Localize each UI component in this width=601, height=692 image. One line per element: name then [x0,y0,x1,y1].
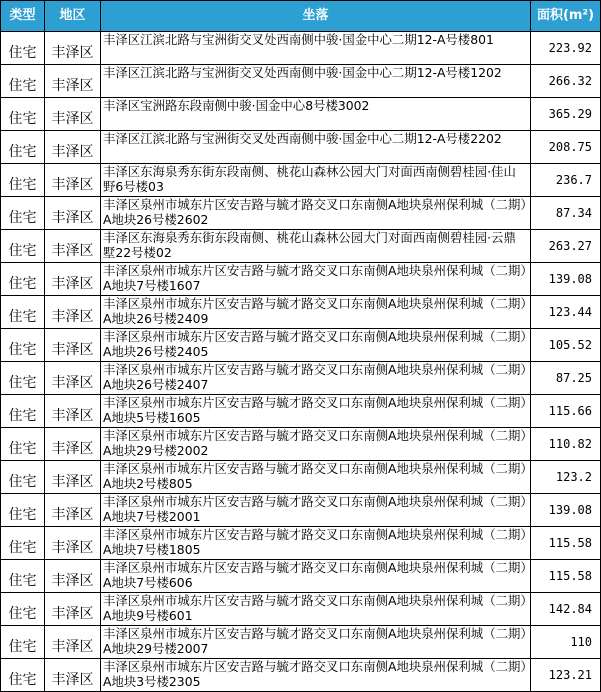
table-row [1,32,601,65]
cell-address: 丰泽区泉州市城东片区安吉路与毓才路交叉口东南侧A地块泉州保利城（二期）A地块29号楼2007 [101,626,531,659]
cell-address: 丰泽区泉州市城东片区安吉路与毓才路交叉口东南侧A地块泉州保利城（二期）A地块9号楼601 [101,593,531,626]
cell-type: 住宅 [1,230,45,263]
cell-address: 丰泽区泉州市城东片区安吉路与毓才路交叉口东南侧A地块泉州保利城（二期）A地块7号楼1607 [101,263,531,296]
cell-area: 87.34 [531,197,601,230]
table-row [1,329,601,362]
cell-area: 208.75 [531,131,601,164]
cell-area: 142.84 [531,593,601,626]
cell-district: 丰泽区 [45,197,101,230]
cell-type: 住宅 [1,428,45,461]
header-type: 类型 [1,1,45,32]
cell-district: 丰泽区 [45,98,101,131]
cell-type: 住宅 [1,527,45,560]
cell-type: 住宅 [1,296,45,329]
cell-area: 123.44 [531,296,601,329]
cell-district: 丰泽区 [45,593,101,626]
cell-type: 住宅 [1,329,45,362]
table-row [1,131,601,164]
cell-address: 丰泽区泉州市城东片区安吉路与毓才路交叉口东南侧A地块泉州保利城（二期）A地块26号楼2405 [101,329,531,362]
cell-type: 住宅 [1,560,45,593]
table-row [1,428,601,461]
cell-district: 丰泽区 [45,527,101,560]
cell-district: 丰泽区 [45,395,101,428]
header-district: 地区 [45,1,101,32]
cell-type: 住宅 [1,395,45,428]
cell-area: 110 [531,626,601,659]
cell-address: 丰泽区泉州市城东片区安吉路与毓才路交叉口东南侧A地块泉州保利城（二期）A地块2号楼805 [101,461,531,494]
table-row [1,626,601,659]
header-row [1,1,601,32]
cell-area: 87.25 [531,362,601,395]
table-row [1,560,601,593]
table-row [1,593,601,626]
cell-area: 105.52 [531,329,601,362]
cell-district: 丰泽区 [45,461,101,494]
cell-address: 丰泽区东海泉秀东街东段南侧、桃花山森林公园大门对面西南侧碧桂园·云鼎墅22号楼02 [101,230,531,263]
cell-district: 丰泽区 [45,362,101,395]
cell-area: 263.27 [531,230,601,263]
cell-address: 丰泽区泉州市城东片区安吉路与毓才路交叉口东南侧A地块泉州保利城（二期）A地块26号楼2407 [101,362,531,395]
cell-type: 住宅 [1,362,45,395]
cell-district: 丰泽区 [45,659,101,692]
cell-address: 丰泽区泉州市城东片区安吉路与毓才路交叉口东南侧A地块泉州保利城（二期）A地块3号楼2305 [101,659,531,692]
header-area: 面积(m²) [531,1,601,32]
cell-area: 236.7 [531,164,601,197]
cell-area: 115.66 [531,395,601,428]
cell-address: 丰泽区江滨北路与宝洲街交叉处西南侧中骏·国金中心二期12-A号楼2202 [101,131,531,164]
cell-type: 住宅 [1,593,45,626]
cell-type: 住宅 [1,32,45,65]
cell-address: 丰泽区东海泉秀东街东段南侧、桃花山森林公园大门对面西南侧碧桂园·佳山野6号楼03 [101,164,531,197]
cell-district: 丰泽区 [45,626,101,659]
cell-area: 266.32 [531,65,601,98]
cell-type: 住宅 [1,461,45,494]
table-row [1,395,601,428]
cell-type: 住宅 [1,98,45,131]
table-row [1,65,601,98]
table-body [1,32,601,692]
cell-area: 123.2 [531,461,601,494]
table-row [1,230,601,263]
table-row [1,494,601,527]
cell-area: 365.29 [531,98,601,131]
table-row [1,296,601,329]
cell-area: 139.08 [531,494,601,527]
cell-district: 丰泽区 [45,560,101,593]
cell-area: 139.08 [531,263,601,296]
cell-address: 丰泽区泉州市城东片区安吉路与毓才路交叉口东南侧A地块泉州保利城（二期）A地块7号楼1805 [101,527,531,560]
cell-type: 住宅 [1,263,45,296]
cell-district: 丰泽区 [45,494,101,527]
cell-type: 住宅 [1,494,45,527]
cell-address: 丰泽区江滨北路与宝洲街交叉处西南侧中骏·国金中心二期12-A号楼1202 [101,65,531,98]
header-address: 坐落 [101,1,531,32]
cell-district: 丰泽区 [45,329,101,362]
table-row [1,362,601,395]
cell-area: 223.92 [531,32,601,65]
cell-district: 丰泽区 [45,263,101,296]
cell-area: 115.58 [531,560,601,593]
table-row [1,263,601,296]
cell-district: 丰泽区 [45,131,101,164]
table-row [1,461,601,494]
cell-address: 丰泽区泉州市城东片区安吉路与毓才路交叉口东南侧A地块泉州保利城（二期）A地块7号楼606 [101,560,531,593]
cell-district: 丰泽区 [45,230,101,263]
cell-district: 丰泽区 [45,65,101,98]
cell-area: 115.58 [531,527,601,560]
cell-address: 丰泽区江滨北路与宝洲街交叉处西南侧中骏·国金中心二期12-A号楼801 [101,32,531,65]
table-row [1,659,601,692]
cell-district: 丰泽区 [45,32,101,65]
cell-type: 住宅 [1,131,45,164]
cell-district: 丰泽区 [45,164,101,197]
cell-address: 丰泽区宝洲路东段南侧中骏·国金中心8号楼3002 [101,98,531,131]
cell-type: 住宅 [1,659,45,692]
cell-type: 住宅 [1,626,45,659]
table-row [1,527,601,560]
cell-address: 丰泽区泉州市城东片区安吉路与毓才路交叉口东南侧A地块泉州保利城（二期）A地块5号楼1605 [101,395,531,428]
cell-address: 丰泽区泉州市城东片区安吉路与毓才路交叉口东南侧A地块泉州保利城（二期）A地块26号楼2602 [101,197,531,230]
cell-district: 丰泽区 [45,428,101,461]
cell-type: 住宅 [1,197,45,230]
table-row [1,197,601,230]
cell-area: 123.21 [531,659,601,692]
cell-address: 丰泽区泉州市城东片区安吉路与毓才路交叉口东南侧A地块泉州保利城（二期）A地块7号楼2001 [101,494,531,527]
cell-area: 110.82 [531,428,601,461]
cell-address: 丰泽区泉州市城东片区安吉路与毓才路交叉口东南侧A地块泉州保利城（二期）A地块29号楼2002 [101,428,531,461]
cell-type: 住宅 [1,164,45,197]
table-row [1,164,601,197]
cell-type: 住宅 [1,65,45,98]
table-row [1,98,601,131]
cell-address: 丰泽区泉州市城东片区安吉路与毓才路交叉口东南侧A地块泉州保利城（二期）A地块26号楼2409 [101,296,531,329]
cell-district: 丰泽区 [45,296,101,329]
